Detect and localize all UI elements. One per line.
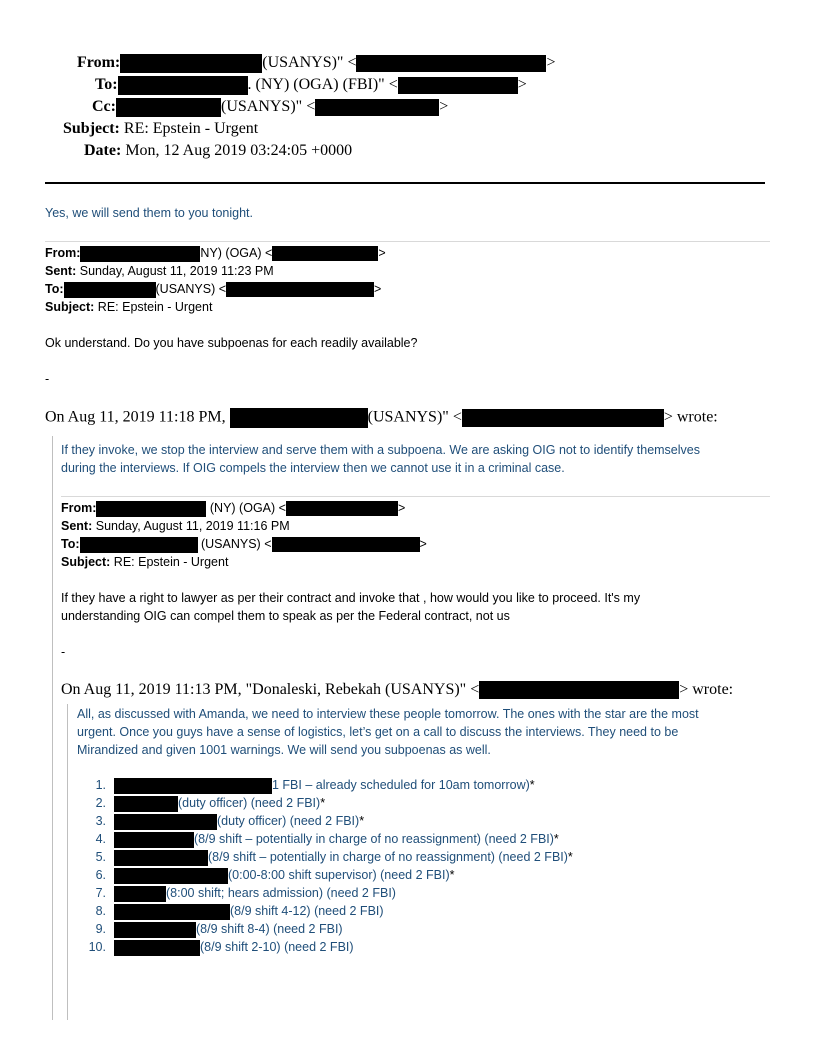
header-subject-row bbox=[63, 120, 258, 138]
msg2-sent-row bbox=[45, 263, 274, 279]
quote2-line2: urgent. Once you guys have a sense of logistics, let’s get on a call to discuss the interviews. They need to be bbox=[77, 725, 679, 739]
redaction bbox=[398, 77, 518, 94]
redaction bbox=[114, 886, 166, 902]
separator bbox=[45, 241, 770, 242]
msg2-from-close: > bbox=[378, 246, 386, 260]
list-item bbox=[76, 795, 325, 812]
list-text: (0:00-8:00 shift supervisor) (need 2 FBI) bbox=[228, 868, 450, 882]
redaction bbox=[120, 54, 262, 73]
subject-label: Subject: bbox=[63, 120, 120, 137]
msg2-to-text: (USANYS) < bbox=[155, 282, 227, 296]
list-item bbox=[76, 831, 559, 848]
quote2-line3: Mirandized and given 1001 warnings. We will send you subpoenas as well. bbox=[77, 743, 491, 757]
redaction bbox=[114, 796, 178, 812]
list-item bbox=[76, 921, 343, 938]
redaction bbox=[114, 940, 200, 956]
subject-text: RE: Epstein - Urgent bbox=[123, 120, 259, 137]
msg3-from-close: > bbox=[397, 501, 406, 515]
list-text: 1 FBI – already scheduled for 10am tomorrow) bbox=[272, 778, 530, 792]
redaction bbox=[114, 904, 230, 920]
redaction bbox=[114, 814, 217, 830]
redaction bbox=[96, 501, 206, 517]
to-text: . (NY) (OGA) (FBI)" < bbox=[247, 76, 398, 94]
redaction bbox=[118, 76, 248, 95]
header-cc-row bbox=[92, 98, 448, 117]
msg2-subject-row bbox=[45, 299, 212, 315]
list-number: 7. bbox=[95, 886, 106, 900]
msg3-dash: - bbox=[61, 645, 66, 659]
msg2-to-row bbox=[45, 281, 381, 298]
list-item bbox=[76, 777, 535, 794]
to-close: > bbox=[517, 76, 527, 94]
urgent-star: * bbox=[449, 868, 455, 882]
list-text: (8/9 shift 2-10) (need 2 FBI) bbox=[200, 940, 354, 954]
redaction bbox=[315, 99, 439, 116]
list-text: (8:00 shift; hears admission) (need 2 FBI) bbox=[166, 886, 396, 900]
redaction bbox=[286, 501, 398, 516]
header-from-row bbox=[77, 54, 556, 73]
msg3-body1: If they have a right to lawyer as per their contract and invoke that , how would you like to proceed. It's my bbox=[61, 591, 641, 605]
quote1-intro bbox=[45, 408, 718, 428]
msg3-sent-text: Sunday, August 11, 2019 11:16 PM bbox=[95, 519, 290, 533]
list-number: 9. bbox=[95, 922, 106, 936]
list-number: 1. bbox=[95, 778, 106, 792]
list-number: 4. bbox=[95, 832, 106, 846]
urgent-star: * bbox=[320, 796, 326, 810]
cc-label: Cc: bbox=[92, 98, 116, 116]
quote2-intro bbox=[61, 681, 733, 699]
msg2-from-text: NY) (OGA) < bbox=[200, 246, 273, 260]
quote1-bar bbox=[52, 436, 53, 1020]
cc-text: (USANYS)" < bbox=[220, 98, 316, 116]
urgent-star: * bbox=[359, 814, 365, 828]
urgent-star: * bbox=[567, 850, 573, 864]
quote1-line1: If they invoke, we stop the interview and serve them with a subpoena. We are asking OIG not to identify themselves bbox=[61, 443, 700, 457]
redaction bbox=[272, 246, 378, 261]
list-text: (8/9 shift – potentially in charge of no reassignment) (need 2 FBI) bbox=[208, 850, 568, 864]
msg2-dash: - bbox=[45, 372, 50, 386]
redaction bbox=[114, 922, 196, 938]
msg3-subject-label: Subject: bbox=[61, 555, 111, 569]
header-date-row bbox=[84, 142, 352, 160]
msg3-subject-text: RE: Epstein - Urgent bbox=[113, 555, 229, 569]
msg3-sent-row bbox=[61, 518, 290, 534]
msg2-sent-label: Sent: bbox=[45, 264, 77, 278]
msg3-to-row bbox=[61, 536, 427, 553]
msg2-from-row bbox=[45, 245, 386, 262]
list-number: 5. bbox=[95, 850, 106, 864]
redaction bbox=[114, 778, 272, 794]
msg2-sent-text: Sunday, August 11, 2019 11:23 PM bbox=[79, 264, 274, 278]
redaction bbox=[114, 832, 194, 848]
list-text: (duty officer) (need 2 FBI) bbox=[178, 796, 321, 810]
msg2-subject-label: Subject: bbox=[45, 300, 95, 314]
redaction bbox=[272, 537, 420, 552]
redaction bbox=[116, 98, 221, 117]
quote1-line2: during the interviews. If OIG compels the interview then we cannot use it in a criminal case. bbox=[61, 461, 565, 475]
list-number: 2. bbox=[95, 796, 106, 810]
quote2-bar bbox=[67, 704, 68, 1020]
redaction bbox=[114, 850, 208, 866]
list-number: 8. bbox=[95, 904, 106, 918]
list-item bbox=[76, 849, 573, 866]
from-text: (USANYS)" < bbox=[262, 54, 357, 72]
redaction bbox=[80, 246, 200, 262]
msg3-sent-label: Sent: bbox=[61, 519, 93, 533]
list-number: 3. bbox=[95, 814, 106, 828]
msg3-to-close: > bbox=[419, 537, 427, 551]
date-label: Date: bbox=[84, 142, 122, 159]
quote1-intro-c: > wrote: bbox=[663, 408, 718, 426]
msg2-body: Ok understand. Do you have subpoenas for each readily available? bbox=[45, 336, 418, 350]
urgent-star: * bbox=[529, 778, 535, 792]
redaction bbox=[226, 282, 374, 297]
msg2-from-label: From: bbox=[45, 246, 81, 260]
msg3-from-label: From: bbox=[61, 501, 97, 515]
redaction bbox=[462, 409, 664, 427]
msg3-from-text: (NY) (OGA) < bbox=[206, 501, 286, 515]
date-text: Mon, 12 Aug 2019 03:24:05 +0000 bbox=[125, 142, 353, 159]
redaction bbox=[356, 55, 546, 72]
msg3-to-text: (USANYS) < bbox=[197, 537, 272, 551]
list-item bbox=[76, 939, 354, 956]
quote2-intro-c: > wrote: bbox=[679, 681, 734, 698]
list-item bbox=[76, 867, 455, 884]
msg3-to-label: To: bbox=[61, 537, 80, 551]
redaction bbox=[80, 537, 198, 553]
quote2-line1: All, as discussed with Amanda, we need to interview these people tomorrow. The ones with the star are the most bbox=[77, 707, 699, 721]
quote2-intro-a: On Aug 11, 2019 11:13 PM, "Donaleski, Rebekah (USANYS)" < bbox=[61, 681, 480, 698]
msg2-to-close: > bbox=[374, 282, 382, 296]
list-text: (8/9 shift 8-4) (need 2 FBI) bbox=[196, 922, 343, 936]
msg3-from-row bbox=[61, 500, 405, 517]
list-item bbox=[76, 813, 364, 830]
separator bbox=[61, 496, 770, 497]
reply-text: Yes, we will send them to you tonight. bbox=[45, 206, 253, 220]
list-number: 6. bbox=[95, 868, 106, 882]
redaction bbox=[64, 282, 156, 298]
cc-close: > bbox=[439, 98, 449, 116]
redaction bbox=[479, 681, 679, 699]
list-item bbox=[76, 903, 384, 920]
list-text: (8/9 shift – potentially in charge of no reassignment) (need 2 FBI) bbox=[194, 832, 554, 846]
redaction bbox=[114, 868, 228, 884]
list-text: (duty officer) (need 2 FBI) bbox=[217, 814, 360, 828]
msg2-to-label: To: bbox=[45, 282, 64, 296]
list-number: 10. bbox=[88, 940, 106, 954]
msg2-subject-text: RE: Epstein - Urgent bbox=[97, 300, 213, 314]
to-label: To: bbox=[95, 76, 118, 94]
header-to-row bbox=[95, 76, 527, 95]
quote1-intro-b: (USANYS)" < bbox=[367, 408, 462, 426]
msg3-body2: understanding OIG can compel them to speak as per the Federal contract, not us bbox=[61, 609, 510, 623]
header-divider bbox=[45, 182, 765, 184]
msg3-subject-row bbox=[61, 554, 228, 570]
from-close: > bbox=[546, 54, 556, 72]
urgent-star: * bbox=[553, 832, 559, 846]
quote1-intro-a: On Aug 11, 2019 11:18 PM, bbox=[45, 408, 226, 426]
list-item bbox=[76, 885, 396, 902]
from-label: From: bbox=[77, 54, 121, 72]
list-text: (8/9 shift 4-12) (need 2 FBI) bbox=[230, 904, 384, 918]
redaction bbox=[230, 408, 368, 428]
